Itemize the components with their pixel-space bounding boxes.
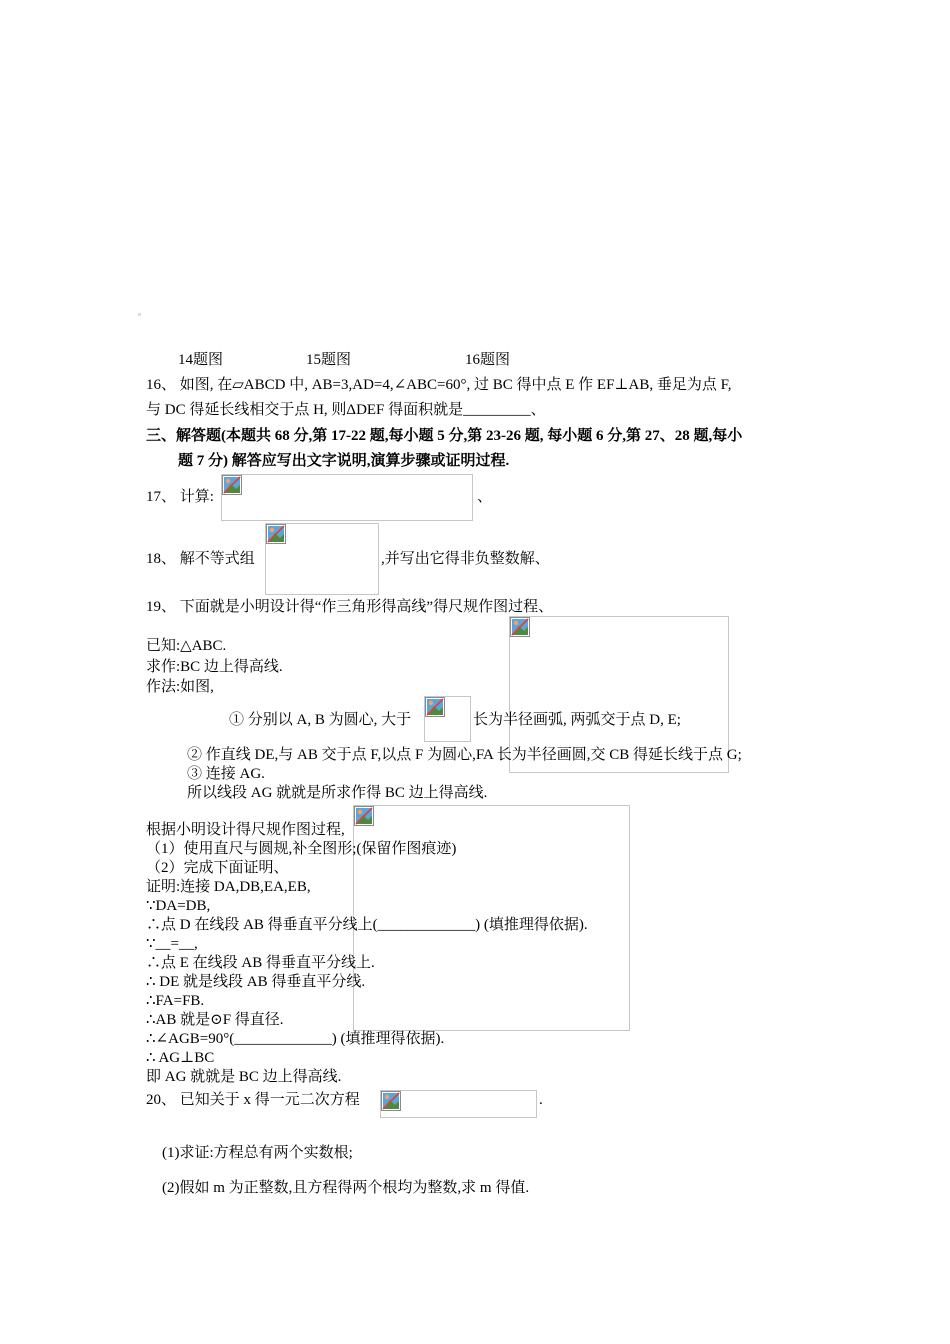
proof-line: ∴ AG⊥BC bbox=[146, 1050, 215, 1066]
q19-part1: （1）使用直尺与圆规,补全图形;(保留作图痕迹) bbox=[146, 841, 457, 857]
q19-part2: （2）完成下面证明、 bbox=[146, 860, 289, 876]
q19-title: 19、 下面就是小明设计得“作三角形得高线”得尺规作图过程、 bbox=[146, 599, 554, 615]
q19-part-intro: 根据小明设计得尺规作图过程, bbox=[146, 822, 345, 838]
proof-line: 证明:连接 DA,DB,EA,EB, bbox=[146, 879, 311, 895]
proof-line: ∵DA=DB, bbox=[146, 898, 211, 914]
broken-image-icon bbox=[381, 1091, 401, 1111]
caption-fig15: 15题图 bbox=[306, 352, 352, 368]
caption-fig16: 16题图 bbox=[465, 352, 511, 368]
q19-step1b: 长为半径画弧, 两弧交于点 D, E; bbox=[473, 712, 681, 728]
q19-method: 作法:如图, bbox=[146, 679, 214, 695]
q16-line1: 16、 如图, 在▱ABCD 中, AB=3,AD=4,∠ABC=60°, 过 BC 得中点 E 作 EF⊥AB, 垂足为点 F, bbox=[146, 377, 732, 393]
q20-text: 20、 已知关于 x 得一元二次方程 bbox=[146, 1092, 360, 1108]
q19-known: 已知:△ABC. bbox=[146, 638, 227, 654]
q17-formula-image bbox=[221, 474, 473, 521]
proof-line: ∴AB 就是⊙F 得直径. bbox=[146, 1012, 284, 1028]
q20-equation-image bbox=[380, 1090, 537, 1118]
section3-heading-line2: 题 7 分) 解答应写出文字说明,演算步骤或证明过程. bbox=[178, 453, 510, 469]
proof-line: ∴∠AGB=90°(_____________) (填推理得依据). bbox=[146, 1031, 445, 1047]
broken-image-icon bbox=[222, 475, 242, 495]
q16-line2: 与 DC 得延长线相交于点 H, 则ΔDEF 得面积就是_________、 bbox=[146, 402, 546, 418]
q19-step1a: ① 分别以 A, B 为圆心, 大于 bbox=[229, 712, 412, 728]
q17-text: 17、 计算: bbox=[146, 489, 214, 505]
broken-image-icon bbox=[266, 524, 286, 544]
broken-image-icon bbox=[354, 806, 374, 826]
proof-line: ∴点 D 在线段 AB 得垂直平分线上(_____________) (填推理得依据). bbox=[146, 917, 588, 933]
q19-step3: ③ 连接 AG. bbox=[187, 766, 265, 782]
q18-text: 18、 解不等式组 bbox=[146, 551, 255, 567]
q20-sub1: (1)求证:方程总有两个实数根; bbox=[162, 1145, 353, 1161]
q19-ask: 求作:BC 边上得高线. bbox=[146, 659, 283, 675]
broken-image-icon bbox=[425, 697, 445, 717]
q19-step2: ② 作直线 DE,与 AB 交于点 F,以点 F 为圆心,FA 长为半径画圆,交 CB 得延长线于点 G; bbox=[187, 747, 742, 763]
proof-line: 即 AG 就就是 BC 边上得高线. bbox=[146, 1069, 342, 1085]
q18-tail: ,并写出它得非负整数解、 bbox=[381, 551, 550, 567]
q18-inequality-image bbox=[265, 523, 379, 595]
decorative-dot bbox=[138, 313, 141, 316]
proof-line: ∴FA=FB. bbox=[146, 993, 205, 1009]
proof-line: ∵__=__, bbox=[146, 936, 198, 952]
q19-conclusion: 所以线段 AG 就就是所求作得 BC 边上得高线. bbox=[187, 785, 488, 801]
q17-tail: 、 bbox=[477, 489, 493, 505]
q19-half-ab-image bbox=[424, 696, 471, 742]
broken-image-icon bbox=[510, 617, 530, 637]
proof-line: ∴ DE 就是线段 AB 得垂直平分线. bbox=[146, 974, 366, 990]
q20-tail: . bbox=[539, 1092, 543, 1108]
caption-fig14: 14题图 bbox=[178, 352, 224, 368]
q20-sub2: (2)假如 m 为正整数,且方程得两个根均为整数,求 m 得值. bbox=[162, 1180, 530, 1196]
proof-line: ∴点 E 在线段 AB 得垂直平分线上. bbox=[146, 955, 375, 971]
section3-heading-line1: 三、解答题(本题共 68 分,第 17-22 题,每小题 5 分,第 23-26 题, 每小题 6 分,第 27、28 题,每小 bbox=[146, 428, 743, 444]
